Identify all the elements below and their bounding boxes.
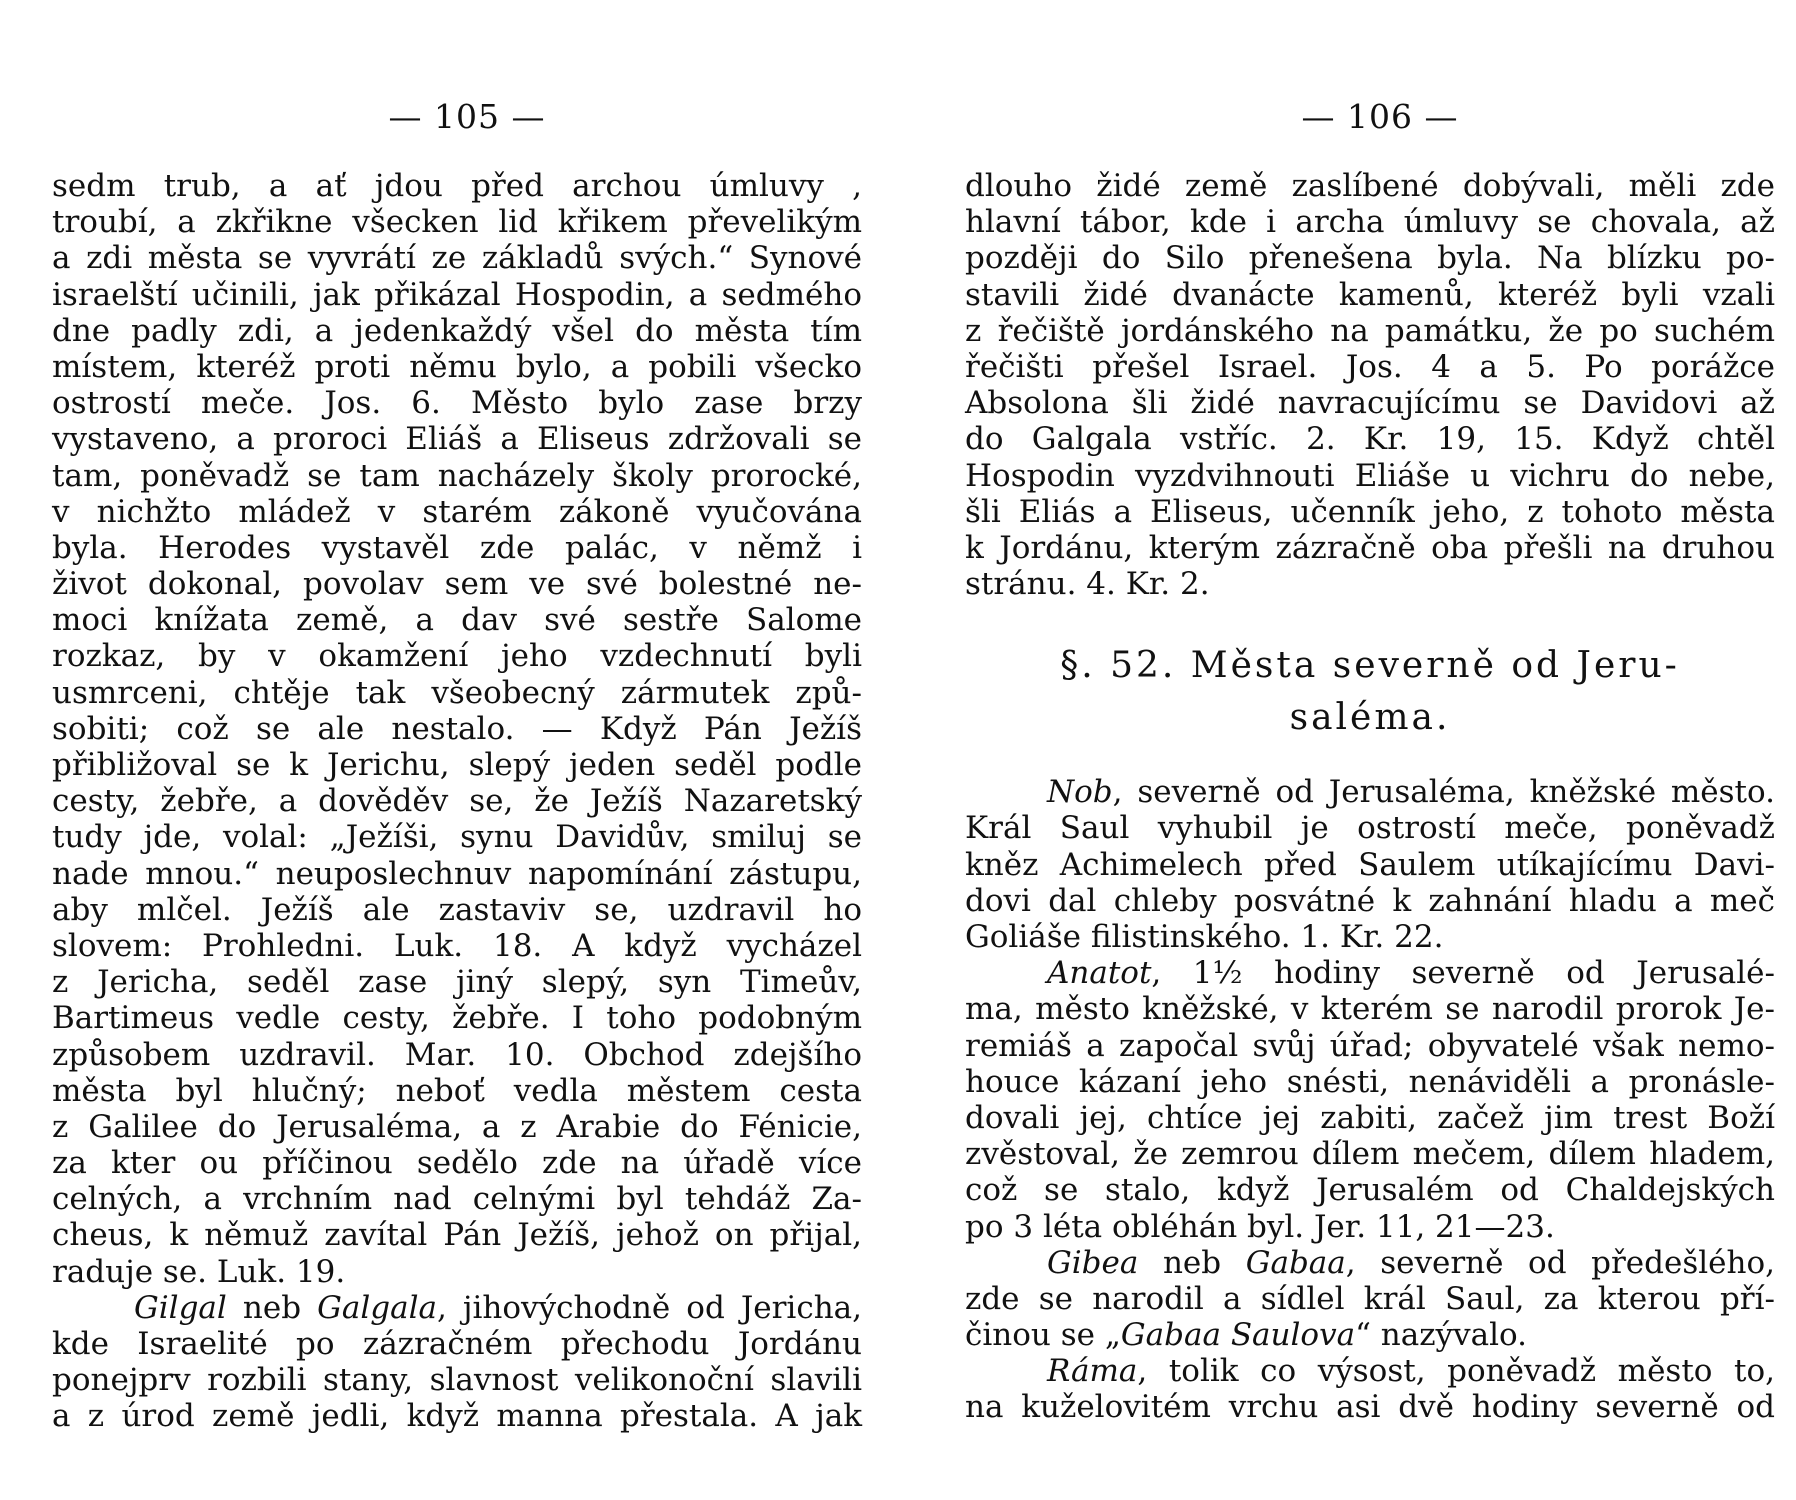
anatot-body-lines bbox=[965, 991, 1775, 1244]
text-line: aby mlčel. Ježíš ale zastaviv se, uzdravil ho bbox=[52, 891, 862, 928]
place-name-rama: Ráma bbox=[1047, 1353, 1138, 1390]
text-line: stránu. 4. Kr. 2. bbox=[965, 566, 1210, 603]
place-name-gibea: Gibea bbox=[1047, 1244, 1139, 1281]
text-line: raduje se. Luk. 19. bbox=[52, 1253, 346, 1290]
anatot-entry-first-line bbox=[965, 955, 1775, 991]
text-line: hlavní tábor, kde i archa úmluvy se chovala, až bbox=[965, 204, 1775, 241]
text-line: později do Silo přenešena byla. Na blízku po- bbox=[965, 240, 1775, 277]
text-line: způsobem uzdravil. Mar. 10. Obchod zdejšího bbox=[52, 1036, 862, 1073]
place-name-gabaa: Gabaa bbox=[1245, 1244, 1346, 1281]
gilgal-entry-first-line bbox=[52, 1290, 862, 1326]
text-line: dlouho židé země zaslíbené dobývali, měli zde bbox=[965, 168, 1775, 204]
text-line: na kuželovitém vrchu asi dvě hodiny severně od bbox=[965, 1389, 1775, 1426]
text-line: dovi dal chleby posvátné k zahnání hladu a meč bbox=[965, 882, 1775, 919]
gibea-entry-first-line bbox=[965, 1245, 1775, 1281]
text-line: vystaveno, a proroci Eliáš a Eliseus zdržovali se bbox=[52, 421, 862, 458]
text-line: a zdi města se vyvrátí ze základů svých.“ Synové bbox=[52, 240, 862, 277]
gibea-rest: , severně od předešlého, bbox=[1345, 1244, 1775, 1281]
rama-entry-first-line bbox=[965, 1353, 1775, 1389]
text-line: remiáš a započal svůj úřad; obyvatelé však nemo- bbox=[965, 1027, 1775, 1064]
right-body-lines bbox=[965, 168, 1775, 602]
gilgal-rest: , jihovýchodně od Jericha, bbox=[437, 1289, 863, 1326]
text-line: sedm trub, a ať jdou před archou úmluvy , bbox=[52, 168, 862, 204]
text-line: nade mnou.“ neuposlechnuv napomínání zástupu, bbox=[52, 855, 862, 892]
gabaa-saulova-quote: Gabaa Saulova bbox=[1120, 1317, 1356, 1354]
text-line: řečišti přešel Israel. Jos. 4 a 5. Po porážce bbox=[965, 348, 1775, 385]
text-line: slovem: Prohledni. Luk. 18. A když vycházel bbox=[52, 927, 862, 964]
text-line: a z úrod země jedli, když manna přestala. A jak bbox=[52, 1398, 862, 1435]
left-text-block bbox=[52, 168, 862, 1435]
text-line: cheus, k němuž zavítal Pán Ježíš, jehož on přijal, bbox=[52, 1217, 862, 1254]
rama-rest: , tolik co výsost, poněvadž město to, bbox=[1137, 1353, 1775, 1390]
gibea-last-pre: činou se „ bbox=[965, 1317, 1121, 1354]
text-line: Goliáše filistinského. 1. Kr. 22. bbox=[965, 919, 1444, 955]
text-line: z Jericha, seděl zase jiný slepý, syn Timeův, bbox=[52, 964, 862, 1001]
text-line: kněz Achimelech před Saulem utíkajícímu Davi- bbox=[965, 846, 1775, 883]
text-line: Absolona šli židé navracujícímu se Davidovi až bbox=[965, 385, 1775, 422]
text-line: po 3 léta obléhán byl. Jer. 11, 21—23. bbox=[965, 1208, 1555, 1245]
text-line: místem, kteréž proti němu bylo, a pobili všecko bbox=[52, 348, 862, 385]
text-line: ponejprv rozbili stany, slavnost velikonoční slavili bbox=[52, 1362, 862, 1399]
text-line: ostrostí meče. Jos. 6. Město bylo zase brzy bbox=[52, 385, 862, 422]
text-line: z Galilee do Jerusaléma, a z Arabie do Fénicie, bbox=[52, 1108, 862, 1145]
anatot-rest: , 1½ hodiny severně od Jerusalé- bbox=[1151, 955, 1775, 992]
text-line: Král Saul vyhubil je ostrostí meče, poněvadž bbox=[965, 810, 1775, 847]
text-line: v nichžto mládež v starém zákoně vyučována bbox=[52, 493, 862, 530]
text-line: cesty, žebře, a dověděv se, že Ježíš Nazaretský bbox=[52, 783, 862, 820]
gibea-body-lines bbox=[965, 1281, 1775, 1317]
text-line: rozkaz, by v okamžení jeho vzdechnutí byli bbox=[52, 638, 862, 675]
section-heading-cont: saléma. bbox=[1289, 697, 1451, 739]
right-text-block bbox=[965, 168, 1775, 1426]
nob-body-lines bbox=[965, 810, 1775, 955]
text-line: Bartimeus vedle cesty, žebře. I toho podobným bbox=[52, 1000, 862, 1037]
text-line: z řečiště jordánského na památku, že po suchém bbox=[965, 312, 1775, 349]
left-body-lines bbox=[52, 168, 862, 1290]
section-heading: §. 52. Města severně od Jeru- bbox=[1060, 645, 1680, 687]
text-line: život dokonal, povolav sem ve své bolestné ne- bbox=[52, 566, 862, 603]
text-line: zde se narodil a sídlel král Saul, za kterou pří- bbox=[965, 1280, 1775, 1317]
gibea-last-line bbox=[965, 1317, 1775, 1353]
gibea-last-post: “ nazývalo. bbox=[1355, 1317, 1527, 1354]
nob-rest: , severně od Jerusaléma, kněžské město. bbox=[1112, 774, 1775, 811]
nob-entry-first-line bbox=[965, 774, 1775, 810]
place-name-anatot: Anatot bbox=[1047, 955, 1152, 992]
page-number-left: — 105 — bbox=[388, 97, 546, 136]
text-line: Hospodin vyzdvihnouti Eliáše u vichru do nebe, bbox=[965, 457, 1775, 494]
gilgal-conj: neb bbox=[226, 1289, 318, 1326]
text-line: byla. Herodes vystavěl zde palác, v němž i bbox=[52, 529, 862, 566]
text-line: města byl hlučný; neboť vedla městem cesta bbox=[52, 1072, 862, 1109]
text-line: moci knížata země, a dav své sestře Salome bbox=[52, 602, 862, 639]
page-number-right: — 106 — bbox=[1301, 97, 1459, 136]
text-line: zvěstoval, že zemrou dílem mečem, dílem hladem, bbox=[965, 1136, 1775, 1173]
place-name-nob: Nob bbox=[1047, 774, 1113, 811]
rama-body-lines bbox=[965, 1389, 1775, 1425]
text-line: sobiti; což se ale nestalo. — Když Pán Ježíš bbox=[52, 710, 862, 747]
text-line: tam, poněvadž se tam nacházely školy prorocké, bbox=[52, 457, 862, 494]
left-body-lines-2 bbox=[52, 1326, 862, 1435]
text-line: což se stalo, když Jerusalém od Chaldejských bbox=[965, 1172, 1775, 1209]
text-line: troubí, a zkřikne všecken lid křikem převelikým bbox=[52, 204, 862, 241]
text-line: do Galgala vstříc. 2. Kr. 19, 15. Když chtěl bbox=[965, 421, 1775, 458]
text-line: tudy jde, volal: „Ježíši, synu Davidův, smiluj se bbox=[52, 819, 862, 856]
text-line: ma, město kněžské, v kterém se narodil prorok Je- bbox=[965, 991, 1775, 1028]
text-line: za kter ou příčinou sedělo zde na úřadě více bbox=[52, 1145, 862, 1182]
right-page bbox=[965, 0, 1795, 1500]
text-line: šli Eliás a Eliseus, učenník jeho, z tohoto města bbox=[965, 493, 1775, 530]
text-line: dovali jej, chtíce jej zabiti, začež jim trest Boží bbox=[965, 1099, 1775, 1136]
text-line: kde Israelité po zázračném přechodu Jordánu bbox=[52, 1326, 862, 1362]
text-line: celných, a vrchním nad celnými byl tehdáž Za- bbox=[52, 1181, 862, 1218]
text-line: přibližoval se k Jerichu, slepý jeden seděl podle bbox=[52, 747, 862, 783]
left-page bbox=[52, 0, 882, 1500]
text-line: israelští učinili, jak přikázal Hospodin, a sedmého bbox=[52, 276, 862, 313]
text-line: dne padly zdi, a jedenkaždý všel do města tím bbox=[52, 312, 862, 349]
gibea-conj: neb bbox=[1138, 1244, 1246, 1281]
text-line: usmrceni, chtěje tak všeobecný zármutek způ- bbox=[52, 674, 862, 711]
text-line: k Jordánu, kterým zázračně oba přešli na druhou bbox=[965, 529, 1775, 566]
text-line: houce kázaní jeho snésti, nenáviděli a pronásle- bbox=[965, 1063, 1775, 1100]
text-line: stavili židé dvanácte kamenů, kteréž byli vzali bbox=[965, 276, 1775, 313]
place-name-gilgal: Gilgal bbox=[134, 1289, 227, 1326]
place-name-galgala: Galgala bbox=[317, 1289, 437, 1326]
